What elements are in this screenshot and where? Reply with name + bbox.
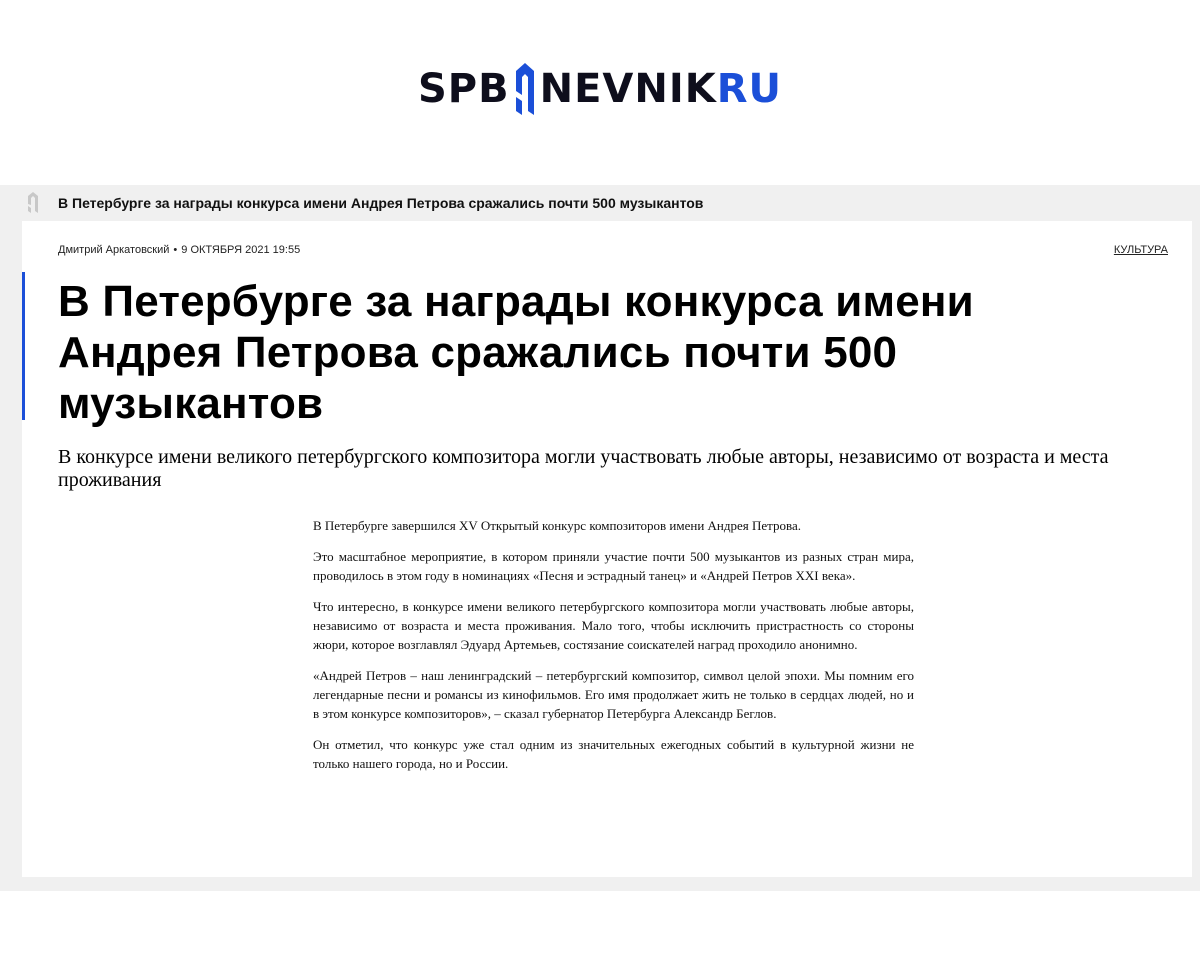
headline-accent-bar <box>22 272 25 420</box>
category-link[interactable]: КУЛЬТУРА <box>1113 244 1168 256</box>
logo-mark-icon <box>512 57 538 121</box>
article-headline: В Петербурге за награды конкурса имени Андрея Петрова сражались почти 500 музыкантов <box>58 277 974 428</box>
logo-text-ru: RU <box>716 66 783 112</box>
article-meta <box>58 244 300 256</box>
author-name[interactable]: Дмитрий Аркатовский <box>58 244 170 256</box>
body-paragraph: В Петербурге завершился XV Открытый конкурс композиторов имени Андрея Петрова. <box>313 518 801 533</box>
strip-title: В Петербурге за награды конкурса имени Андрея Петрова сражались почти 500 музыкантов <box>58 195 704 211</box>
body-paragraph: Он отметил, что конкурс уже стал одним из значительных ежегодных событий в культурной жизни не только нашего города, но и России. <box>313 737 914 771</box>
page-margin-right <box>1192 221 1200 891</box>
body-paragraph: Что интересно, в конкурсе имени великого петербургского композитора могли участвовать любые авторы, независимо от возраста и места проживания. Мало того, чтобы исключить пристрастность со стороны жюри, которое возглавлял Эдуард Артемьев, состязание соискателей наград проходило анонимно. <box>313 599 914 652</box>
publish-date: 9 ОКТЯБРЯ 2021 19:55 <box>181 244 301 256</box>
article-body <box>313 516 914 785</box>
body-paragraph: «Андрей Петров – наш ленинградский – петербургский композитор, символ целой эпохи. Мы помним его легендарные песни и романсы из кинофильмов. Его имя продолжает жить не только в сердцах людей, но и в этом конкурсе композиторов», – сказал губернатор Петербурга Александр Беглов. <box>313 668 914 721</box>
logo-mark-small-icon <box>26 191 40 215</box>
meta-separator: • <box>173 244 178 256</box>
body-paragraph: Это масштабное мероприятие, в котором приняли участие почти 500 музыкантов из разных стран мира, проводилось в этом году в номинациях «Песня и эстрадный танец» и «Андрей Петров XXI века». <box>313 549 914 583</box>
page-margin-bottom <box>0 877 1200 891</box>
page-margin-left <box>0 221 22 891</box>
site-logo[interactable] <box>0 54 1200 124</box>
article-title-strip <box>0 185 1200 221</box>
article-lead: В конкурсе имени великого петербургского композитора могли участвовать любые авторы, независимо от возраста и места проживания <box>58 446 1109 491</box>
logo-wordmark <box>418 57 782 121</box>
logo-text-nevnik: NEVNIK <box>539 66 717 112</box>
logo-text-spb: SPB <box>417 66 510 112</box>
